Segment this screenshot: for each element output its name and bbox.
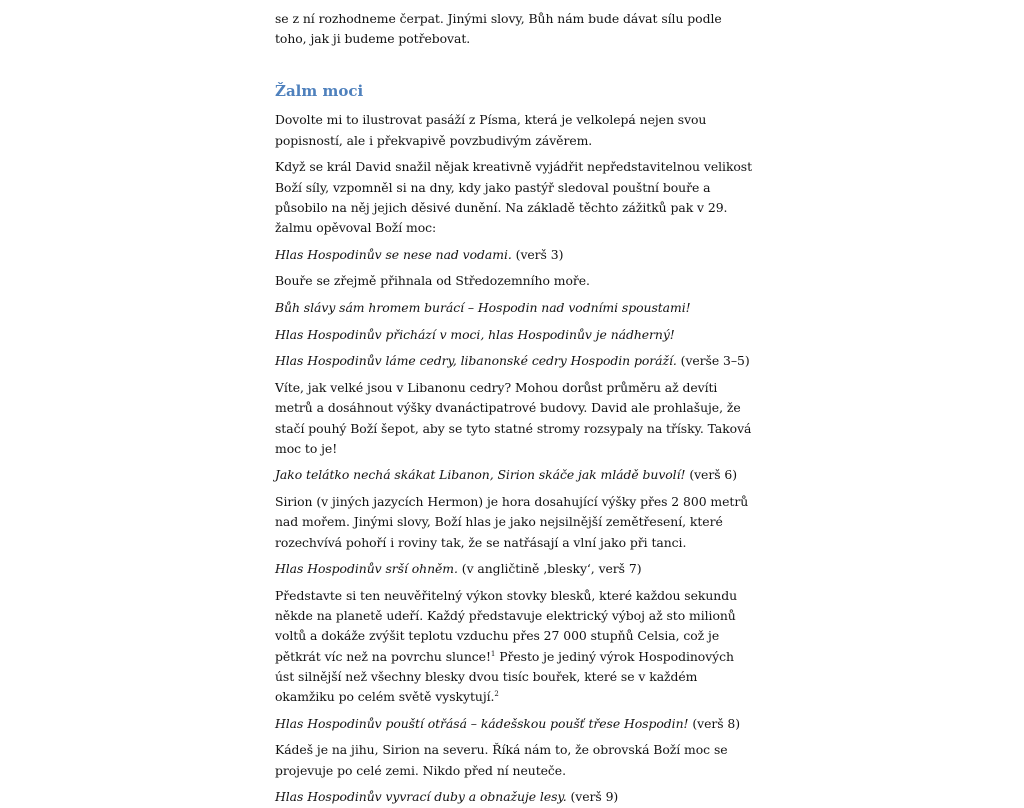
quote-2 bbox=[275, 298, 755, 318]
quote-7-ref: (verš 8) bbox=[688, 715, 741, 731]
quote-7 bbox=[275, 714, 755, 734]
section-heading: Žalm moci bbox=[275, 82, 364, 101]
intro-paragraph: se z ní rozhodneme čerpat. Jinými slovy, Bůh nám bude dávat sílu podle toho, jak ji budeme potřebovat. bbox=[275, 11, 722, 47]
quote-8 bbox=[275, 787, 755, 807]
paragraph-6 bbox=[275, 586, 755, 707]
quote-8-text: Hlas Hospodinův vyvrací duby a obnažuje lesy. bbox=[275, 789, 567, 805]
quote-2-text: Bůh slávy sám hromem burácí – Hospodin nad vodními spoustami! bbox=[275, 300, 691, 316]
quote-3 bbox=[275, 325, 755, 345]
paragraph-6-part-b: Přesto je jediný výrok Hospodinových úst silnější než všechny blesky dvou tisíc bouřek, které se v každém okamžiku po celém světě vyskytují. bbox=[275, 648, 734, 704]
quote-4-text: Hlas Hospodinův láme cedry, libanonské cedry Hospodin poráží. bbox=[275, 353, 677, 369]
paragraph-6-part-a: Představte si ten neuvěřitelný výkon stovky blesků, které každou sekundu někde na planetě udeří. Každý představuje elektrický výboj až sto milionů voltů a dokáže zvýšit teplotu vzduchu přes 27 000 stupňů Celsia, což je pětkrát víc než na povrchu slunce! bbox=[275, 587, 737, 664]
text-column bbox=[275, 0, 755, 808]
paragraph-3: Bouře se zřejmě přihnala od Středozemního moře. bbox=[275, 273, 590, 289]
quote-1 bbox=[275, 245, 755, 265]
quote-6-ref: (v angličtině ‚blesky‘, verš 7) bbox=[457, 561, 642, 577]
quote-5-text: Jako telátko nechá skákat Libanon, Sirion skáče jak mládě buvolí! bbox=[275, 467, 686, 483]
quote-6 bbox=[275, 559, 755, 579]
quote-1-ref: (verš 3) bbox=[511, 246, 564, 262]
quote-6-text: Hlas Hospodinův srší ohněm. bbox=[275, 561, 458, 577]
footnote-ref-2[interactable]: 2 bbox=[494, 689, 499, 698]
footnote-ref-1[interactable]: 1 bbox=[490, 649, 496, 658]
quote-5-ref: (verš 6) bbox=[685, 467, 738, 483]
quote-3-text: Hlas Hospodinův přichází v moci, hlas Hospodinův je nádherný! bbox=[275, 326, 675, 342]
quote-4 bbox=[275, 351, 755, 371]
paragraph-2: Když se král David snažil nějak kreativně vyjádřit nepředstavitelnou velikost Boží síly, vzpomněl si na dny, kdy jako pastýř sledoval pouštní bouře a působilo na něj jejich děsivé dunění. Na základě těchto zážitků pak v 29. žalmu opěvoval Boží moc: bbox=[275, 159, 753, 235]
quote-7-text: Hlas Hospodinův pouští otřásá – kádešskou poušť třese Hospodin! bbox=[275, 715, 689, 731]
paragraph-7: Kádeš je na jihu, Sirion na severu. Říká nám to, že obrovská Boží moc se projevuje po celé zemi. Nikdo před ní neuteče. bbox=[275, 742, 728, 778]
paragraph-1: Dovolte mi to ilustrovat pasáží z Písma, která je velkolepá nejen svou popisností, ale i překvapivě povzbudivým závěrem. bbox=[275, 112, 707, 148]
quote-1-text: Hlas Hospodinův se nese nad vodami. bbox=[275, 246, 512, 262]
paragraph-4: Víte, jak velké jsou v Libanonu cedry? Mohou dorůst průměru až devíti metrů a dosáhnout výšky dvanáctipatrové budovy. David ale prohlašuje, že stačí pouhý Boží šepot, aby se tyto statné stromy rozsypaly na třísky. Taková moc to je! bbox=[275, 380, 752, 456]
quote-8-ref: (verš 9) bbox=[566, 789, 619, 805]
paragraph-5: Sirion (v jiných jazycích Hermon) je hora dosahující výšky přes 2 800 metrů nad mořem. Jinými slovy, Boží hlas je jako nejsilnější zemětřesení, které rozechvívá pohoří i roviny tak, že se natřásají a vlní jako při tanci. bbox=[275, 494, 749, 550]
quote-5 bbox=[275, 465, 755, 485]
quote-4-ref: (verše 3–5) bbox=[676, 353, 750, 369]
